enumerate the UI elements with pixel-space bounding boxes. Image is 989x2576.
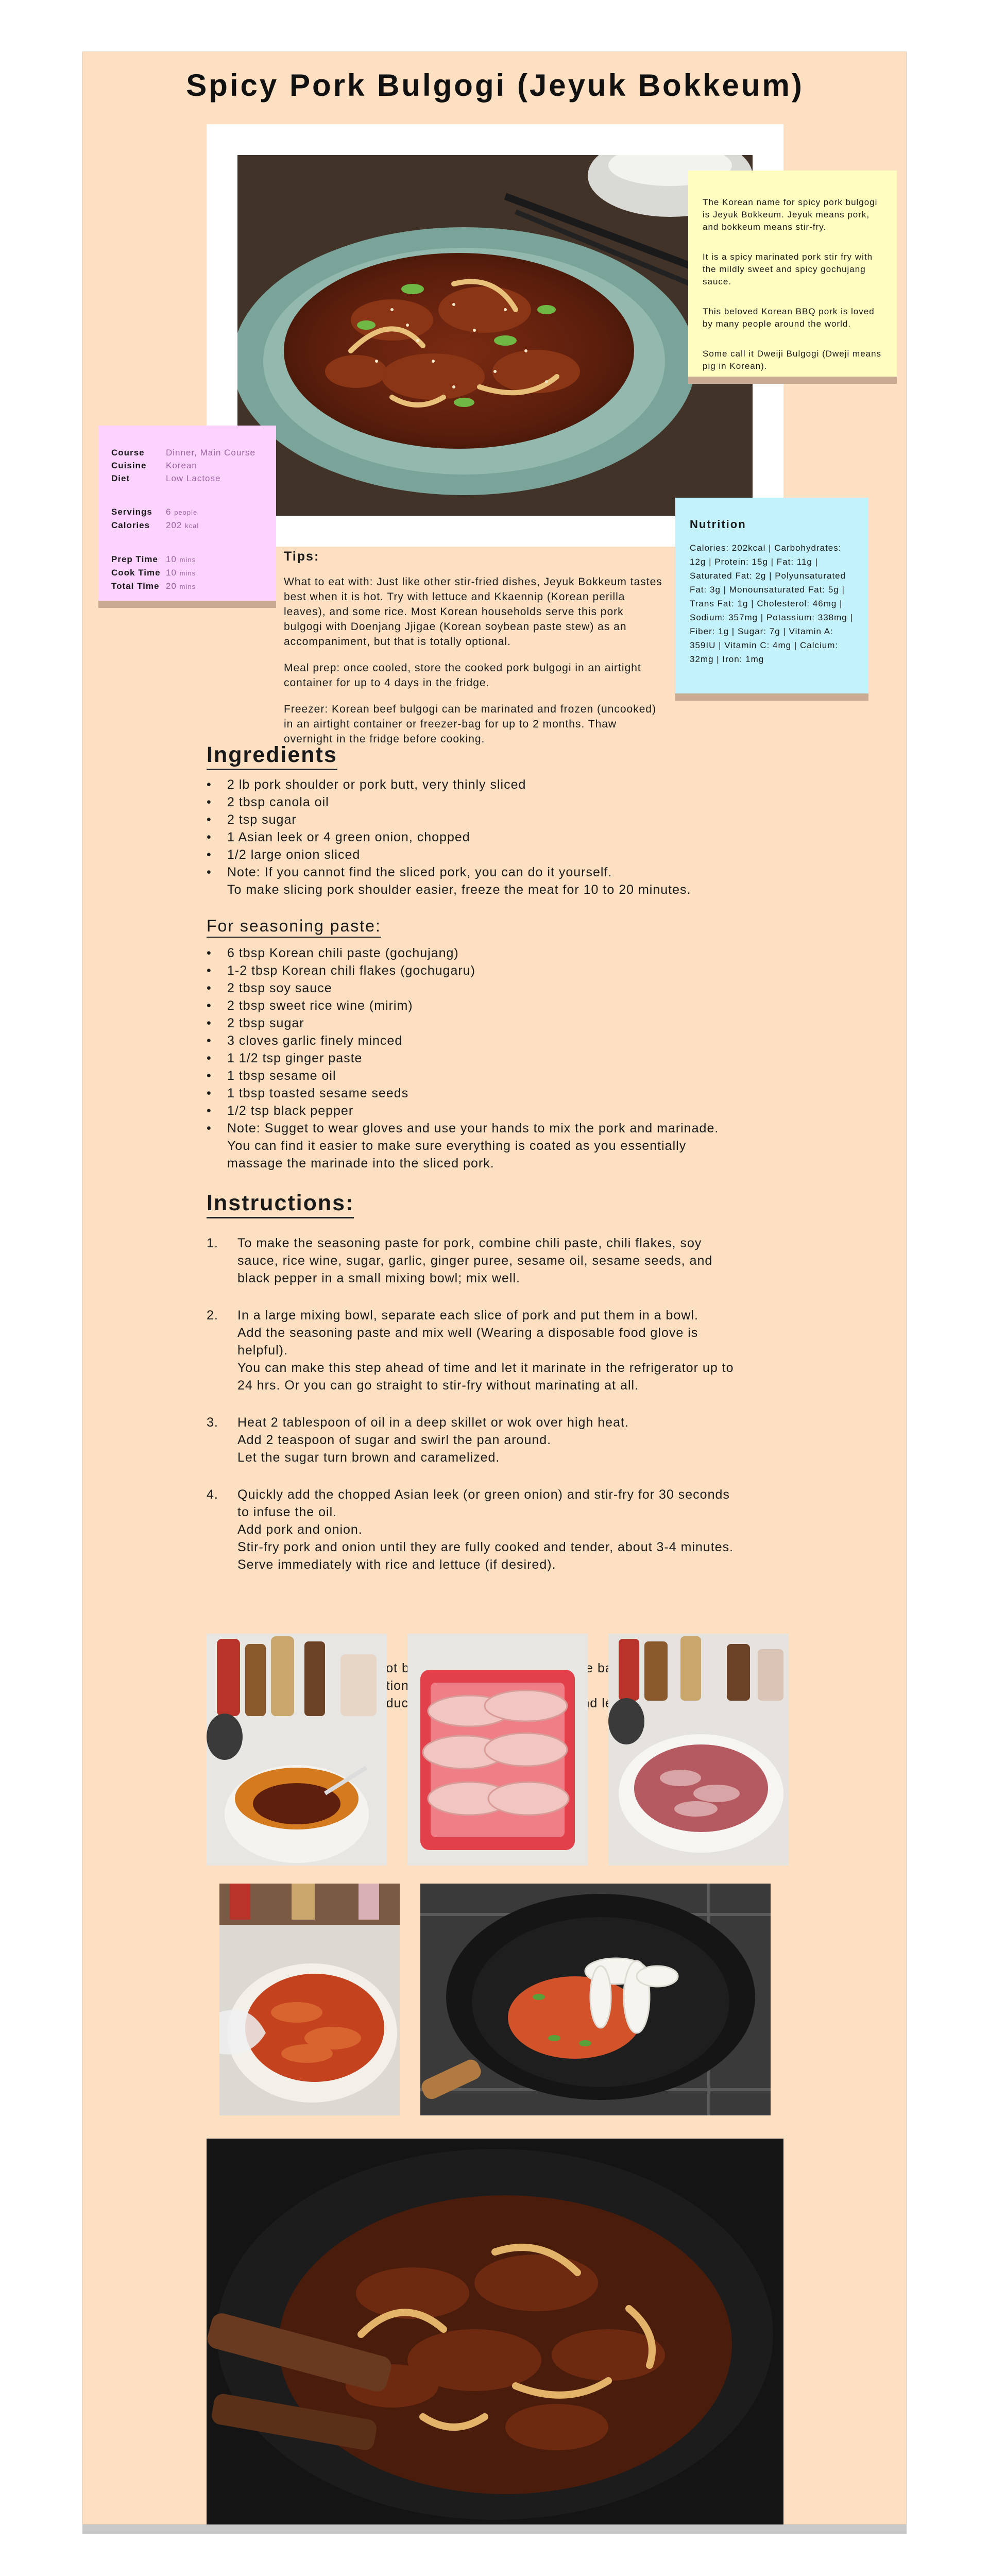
recipe-card [82,52,907,2524]
instruction-step: 2. In a large mixing bowl, separate each slice of pork and put them in a bowl. Add the seasoning paste and mix well (Wearing a disposable food glove is helpful). You can make this step ahead of time and let it marinate in the refrigerator up to 24 hrs. Or you can go straight to stir-fry without marinating at all. [207,1308,734,1393]
wok-stirfry-image [420,1884,771,2115]
recipe-title: Spicy Pork Bulgogi (Jeyuk Bokkeum) [186,68,804,103]
photo-wok-stirfry [420,1884,771,2115]
nutrition-facts: Calories: 202kcal | Carbohydrates: 12g | Protein: 15g | Fat: 11g | Saturated Fat: 2g | Polyunsaturated Fat: 3g | Monounsaturated Fat: 5g | Trans Fat: 1g | Cholesterol: 46mg | Sodium: 357mg | Potassium: 338mg | Fiber: 1g | Sugar: 7g | Vitamin A: 359IU | Vitamin C: 4mg | Calcium: 32mg | Iron: 1mg [690,543,853,664]
list-item: • 2 tbsp canola oil [207,793,783,811]
list-item: • 1-2 tbsp Korean chili flakes (gochugaru) [207,962,783,979]
list-item: • Note: Sugget to wear gloves and use your hands to mix the pork and marinade. [207,1120,783,1137]
list-item: • 2 tbsp sugar [207,1014,783,1032]
nutrition-note [675,498,868,693]
photo-seasoning-paste [207,1634,387,1866]
seasoning-heading: For seasoning paste: [207,917,381,938]
marinated-pork-image [219,1884,400,2115]
pork-bowl-image [608,1634,789,1866]
recipe-meta-note [98,426,276,601]
meta-prep-time: Prep Time 10 mins [111,554,196,564]
seasoning-bowl-image [207,1634,387,1866]
list-item: • 1 tbsp toasted sesame seeds [207,1084,783,1102]
meta-course: Course Dinner, Main Course [111,448,255,457]
list-item: • 2 lb pork shoulder or pork butt, very thinly sliced [207,776,783,793]
meta-cook-time: Cook Time 10 mins [111,568,196,578]
list-item-continuation: To make slicing pork shoulder easier, freeze the meat for 10 to 20 minutes. [227,883,691,897]
list-item: • 1 1/2 tsp ginger paste [207,1049,783,1067]
photo-pork-in-bowl [608,1634,789,1866]
meta-cuisine: Cuisine Korean [111,461,197,470]
instruction-step: 4. Quickly add the chopped Asian leek (or green onion) and stir-fry for 30 seconds to infuse the oil. Add pork and onion. Stir-fry pork and onion until they are fully cooked and tender, about 3-4 minutes. Serve immediately with rice and lettuce (if desired). [207,1487,734,1572]
list-item: • 2 tbsp soy sauce [207,979,783,997]
tips-paragraph: Freezer: Korean beef bulgogi can be marinated and frozen (uncooked) in an airtight container or freezer-bag for up to 2 months. Thaw overnight in the fridge before cooking. [284,703,657,745]
photo-finished-dish [207,2139,783,2525]
photo-sliced-pork [407,1634,588,1866]
seasoning-list [207,944,783,1172]
main-dish-photo [237,155,753,516]
note-paragraph: This beloved Korean BBQ pork is loved by many people around the world. [703,307,875,329]
sliced-pork-tray-image [407,1634,588,1866]
list-item: • 3 cloves garlic finely minced [207,1032,783,1049]
list-item: • 1/2 tsp black pepper [207,1102,783,1120]
list-item: • 1/2 large onion sliced [207,846,783,863]
photo-marinated-pork [219,1884,400,2115]
instruction-step: 3. Heat 2 tablespoon of oil in a deep skillet or wok over high heat. Add 2 teaspoon of sugar and swirl the pan around. Let the sugar turn brown and caramelized. [207,1415,629,1465]
list-item: • 6 tbsp Korean chili paste (gochujang) [207,944,783,962]
note-paragraph: It is a spicy marinated pork stir fry with the mildly sweet and spicy gochujang sauce. [703,252,873,286]
meta-calories: Calories 202 kcal [111,520,199,530]
ingredients-list [207,776,783,899]
tips-paragraph: Meal prep: once cooled, store the cooked pork bulgogi in an airtight container for up to 4 days in the fridge. [284,662,641,689]
list-item-continuation: massage the marinade into the sliced pork. [227,1156,494,1171]
yellow-sticky-note [688,171,897,377]
meta-diet: Diet Low Lactose [111,473,221,483]
nutrition-title: Nutrition [690,518,746,531]
note-paragraph: The Korean name for spicy pork bulgogi is Jeyuk Bokkeum. Jeyuk means pork, and bokkeum means stir-fry. [703,197,878,232]
list-item: • 2 tbsp sweet rice wine (mirim) [207,997,783,1014]
instructions-list [207,1234,783,1593]
finished-dish-image [207,2139,783,2525]
instructions-heading: Instructions: [207,1191,354,1218]
tips-section [284,549,665,758]
list-item-continuation: You can find it easier to make sure everything is coated as you essentially [227,1139,687,1153]
list-item: • 1 tbsp sesame oil [207,1067,783,1084]
list-item: • 1 Asian leek or 4 green onion, chopped [207,828,783,846]
instruction-step: 1. To make the seasoning paste for pork, combine chili paste, chili flakes, soy sauce, rice wine, sugar, garlic, ginger puree, sesame oil, sesame seeds, and black pepper in a small mixing bowl; mix well. [207,1236,713,1285]
page-shadow [82,2524,907,2534]
tips-title: Tips: [284,549,320,564]
list-item: • Note: If you cannot find the sliced pork, you can do it yourself. [207,863,783,881]
note-paragraph: Some call it Dweiji Bulgogi (Dweji means pig in Korean). [703,349,882,371]
main-dish-image [237,155,753,516]
skillet-note: not portion reduce [366,1661,416,1710]
meta-total-time: Total Time 20 mins [111,581,196,591]
ingredients-heading: Ingredients [207,742,337,770]
tips-paragraph: What to eat with: Just like other stir-fried dishes, Jeyuk Bokkeum tastes best when it is hot. Try with lettuce and Kkaennip (Korean perilla leaves), and some rice. Most Korean households serve this pork bulgogi with Doenjang Jjigae (Korean soybean paste stew) as an accompaniment, but that is totally optional. [284,576,662,648]
list-item: • 2 tsp sugar [207,811,783,828]
meta-servings: Servings 6 people [111,507,198,517]
